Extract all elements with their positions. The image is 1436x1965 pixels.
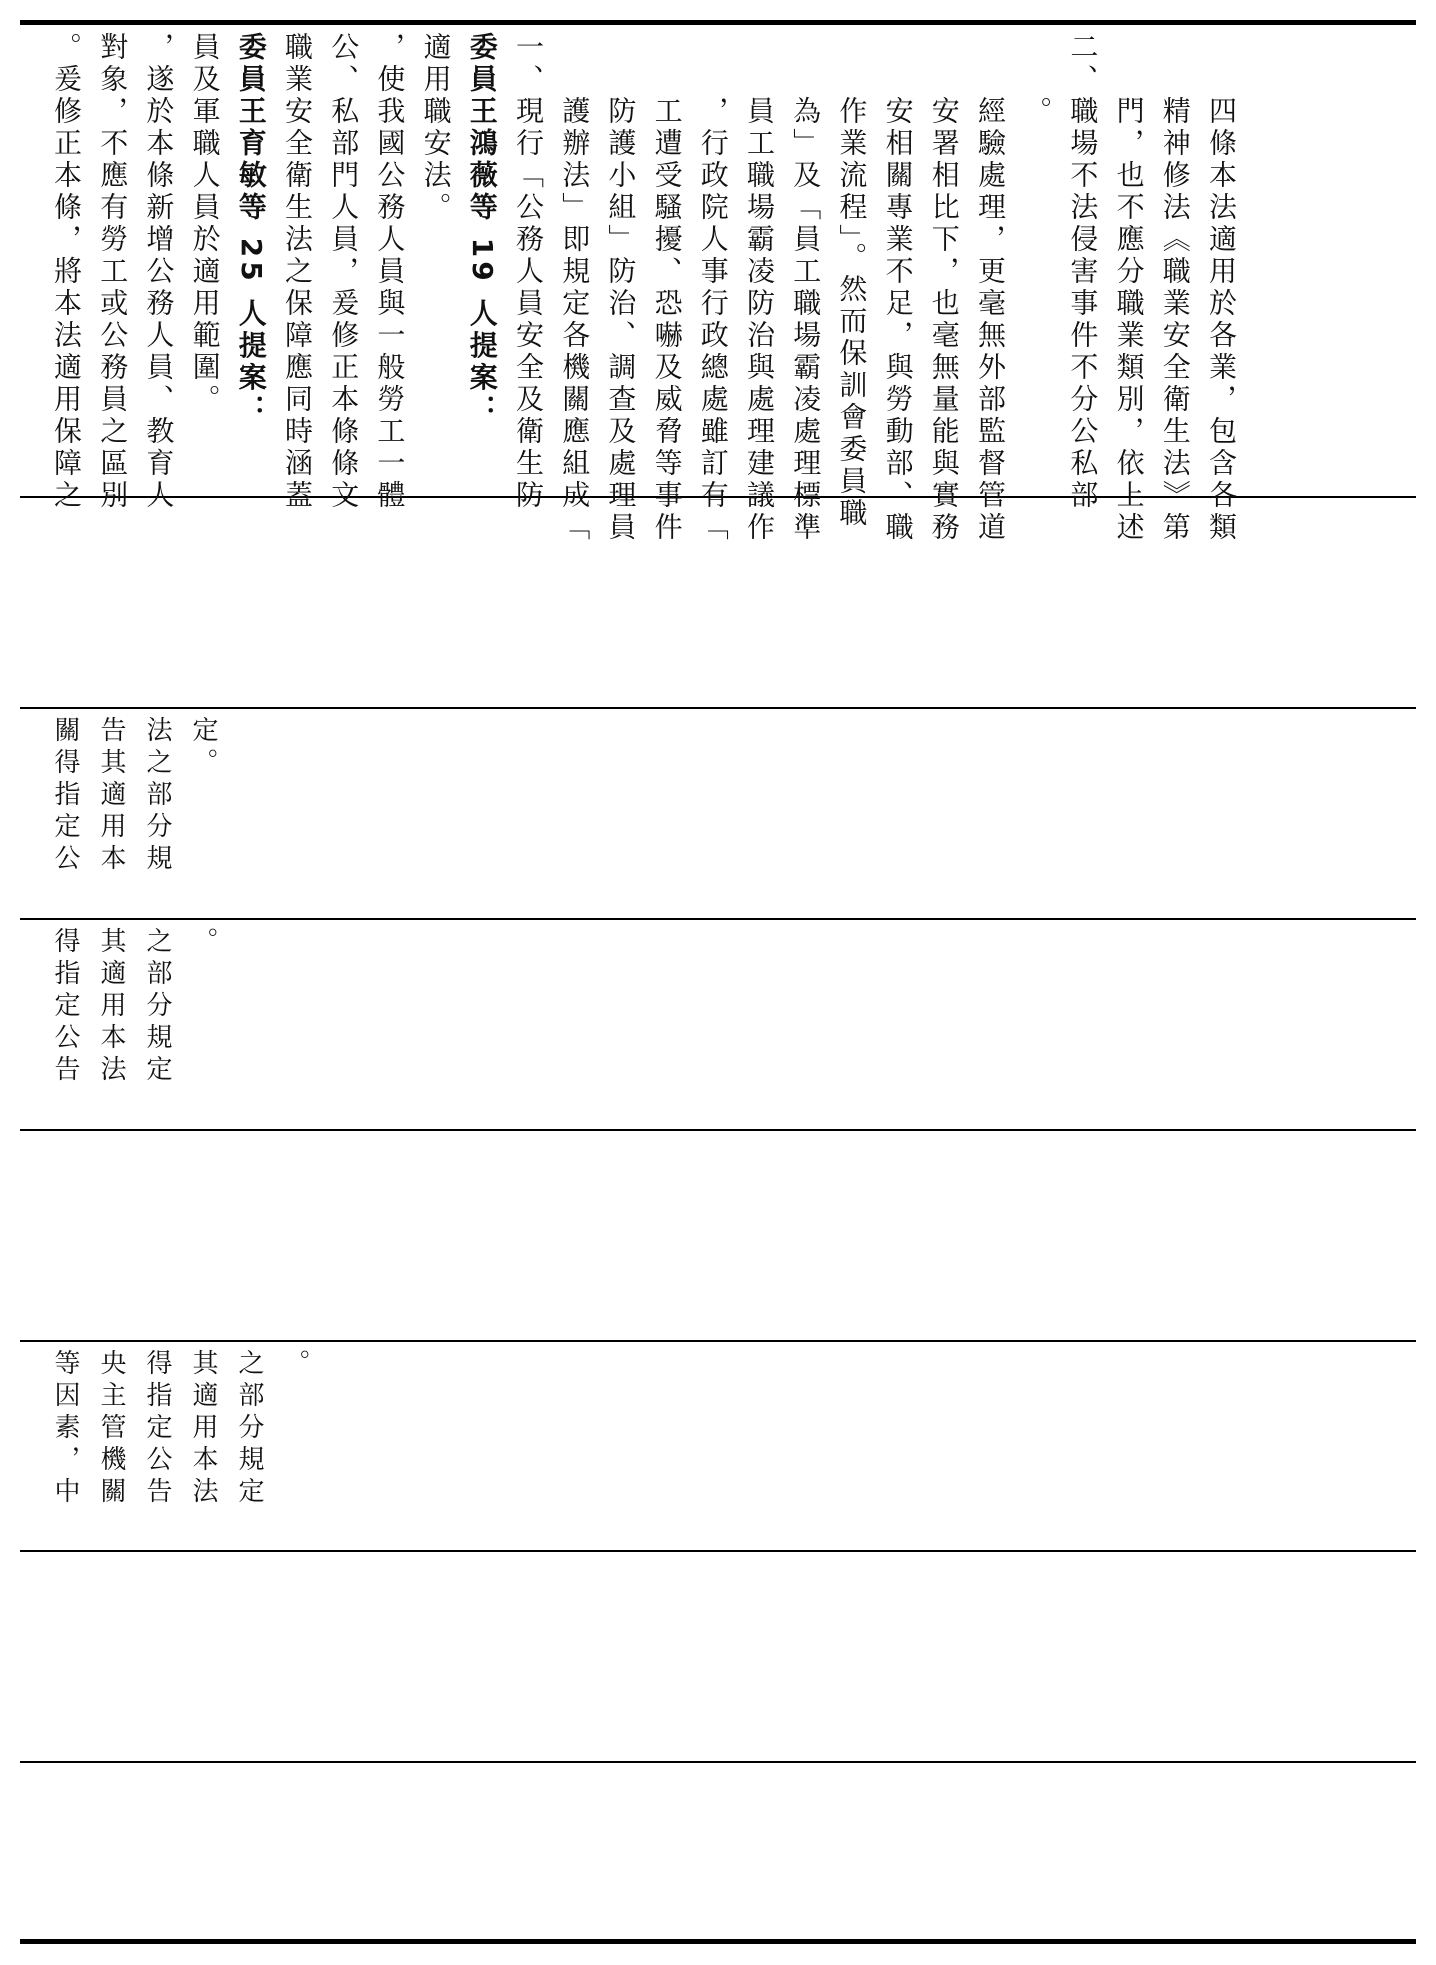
text-line: 二、職場不法侵害事件不分公私部 [1066,32,1100,512]
explanation-cell [24,26,1410,544]
text-line: 安相關專業不足，與勞動部、職 [881,32,915,544]
text-line: 。爰修正本條，將本法適用保障之 [50,32,83,512]
text-line: 。 [188,927,218,959]
row-divider [20,918,1416,920]
text-line: 得指定公告 [142,1349,172,1509]
empty-cell [24,1553,1410,1759]
text-line: 關得指定公 [50,716,80,876]
provision-cell [24,921,1410,1127]
text-line: 之部分規定 [234,1349,264,1509]
text-line: 員及軍職人員於適用範圍。 [188,32,222,416]
text-line: 精神修法《職業安全衛生法》第 [1158,32,1192,544]
text-line: 其適用本法 [96,927,126,1087]
provision-cell [24,1343,1410,1549]
text-line: 等因素，中 [50,1349,80,1509]
row-divider [20,1129,1416,1131]
row-divider [20,1761,1416,1763]
text-line: 工遭受騷擾、恐嚇及威脅等事件 [650,32,684,544]
row-divider [20,1550,1416,1552]
text-line: 其適用本法 [188,1349,218,1509]
text-line: 一、現行「公務人員安全及衛生防 [512,32,545,512]
text-line: 職業安全衛生法之保障應同時涵蓋 [281,32,314,512]
text-line: 門，也不應分職業類別，依上述 [1112,32,1146,544]
text-line: 定。 [188,716,218,780]
text-line: 員工職場霸凌防治與處理建議作 [743,32,776,544]
text-line: 為」及「員工職場霸凌處理標準 [789,32,823,544]
top-rule [20,20,1416,25]
empty-cell [24,1764,1410,1937]
text-line: 央主管機關 [96,1349,126,1509]
proposal-heading: 委員王鴻薇等 19 人提案： [465,32,499,427]
text-line: 之部分規定 [142,927,172,1087]
bottom-rule [20,1939,1416,1944]
text-line: ，使我國公務人員與一般勞工一體 [373,32,407,512]
proposal-heading: 委員王育敏等 25 人提案： [234,32,268,427]
provision-cell [24,710,1410,916]
text-line: 四條本法適用於各業，包含各類 [1205,32,1238,544]
text-line: 適用職安法。 [419,32,453,224]
text-line: 作業流程」。然而保訓會委員職 [835,32,869,530]
row-divider [20,1340,1416,1342]
text-line: 對象，不應有勞工或公務員之區別 [96,32,130,512]
text-line: 經驗處理，更毫無外部監督管道 [974,32,1007,544]
text-line: 告其適用本 [96,716,126,876]
text-line: 得指定公告 [50,927,80,1087]
empty-cell [24,499,1410,705]
row-divider [20,707,1416,709]
text-line: 護辦法」即規定各機關應組成「 [558,32,592,544]
text-line: 防護小組」防治、調查及處理員 [604,32,638,544]
empty-cell [24,1132,1410,1338]
text-line: 。 [1020,32,1054,128]
text-line: 安署相比下，也毫無量能與實務 [927,32,961,544]
text-line: 法之部分規 [142,716,172,876]
text-line: 公、私部門人員，爰修正本條條文 [327,32,361,512]
text-line: 。 [280,1349,310,1381]
text-line: ，遂於本條新增公務人員、教育人 [142,32,176,512]
text-line: ，行政院人事行政總處雖訂有「 [696,32,730,544]
